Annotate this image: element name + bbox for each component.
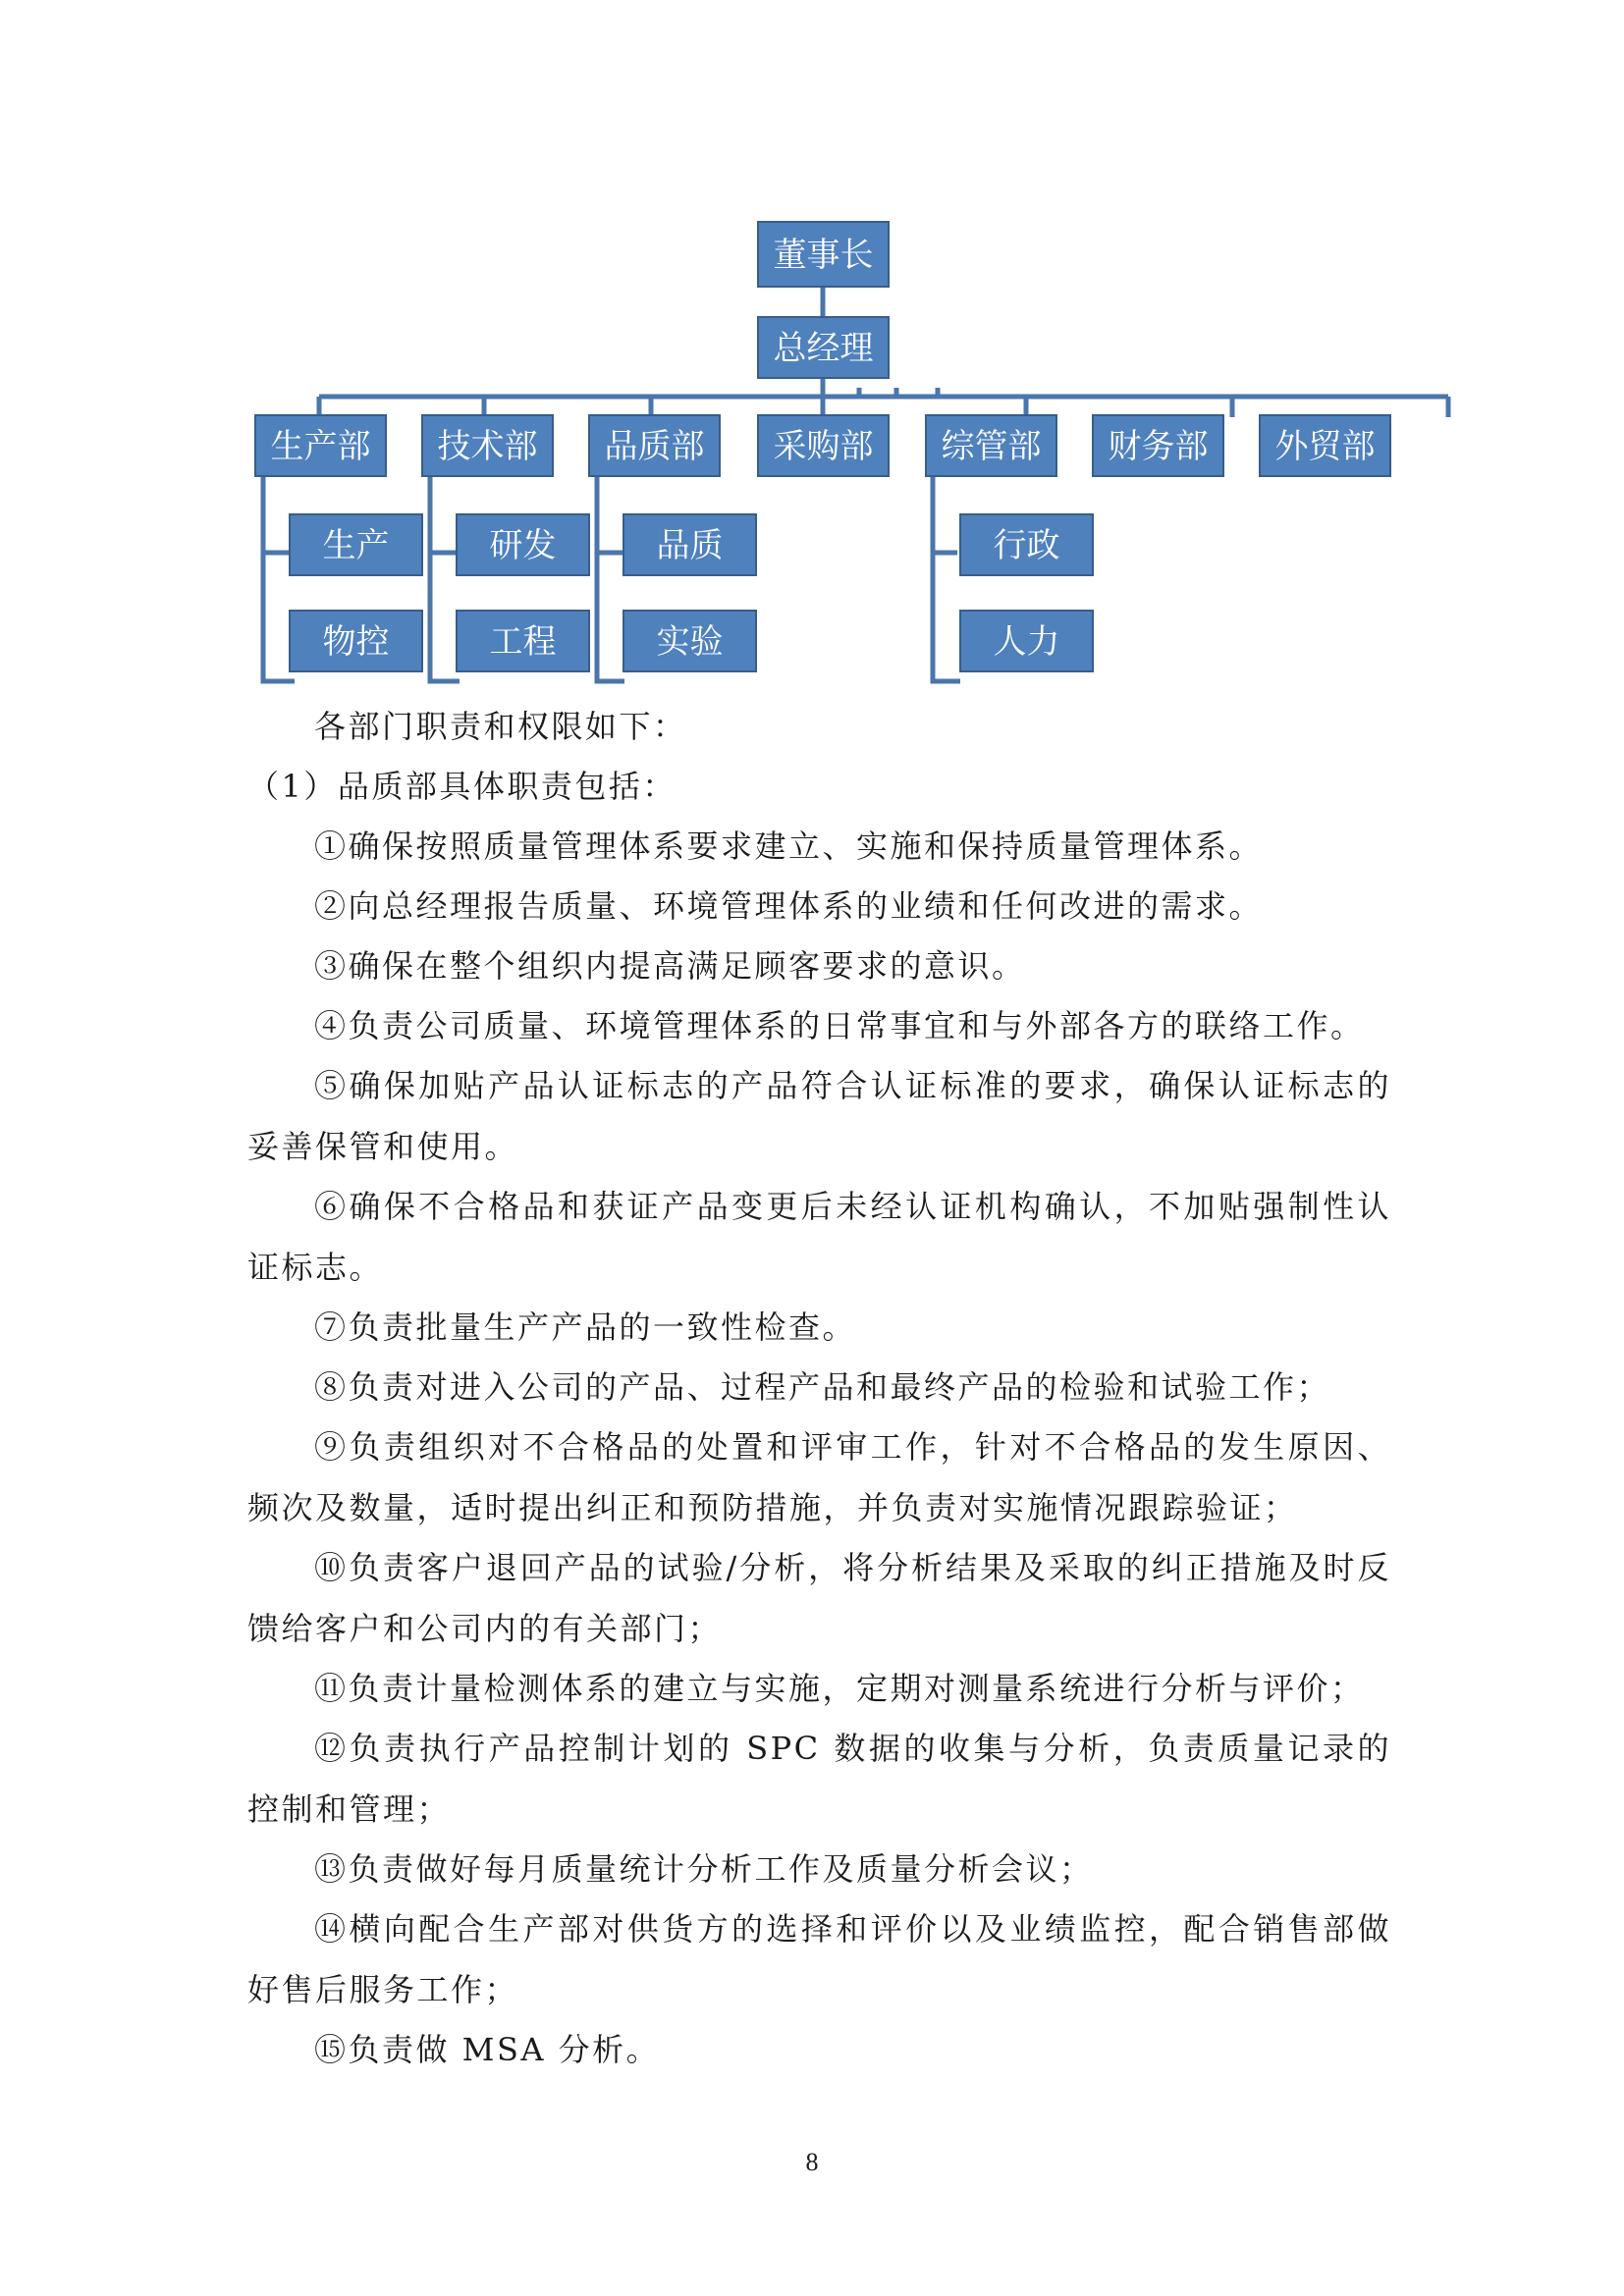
subunit-label: 人力 [993, 622, 1060, 662]
list-item: ⑦负责批量生产产品的一致性检查。 [314, 1308, 857, 1346]
department-label: 外贸部 [1274, 427, 1376, 466]
list-item: ⑮负责做 MSA 分析。 [314, 2031, 661, 2068]
subunit-label: 行政 [993, 526, 1060, 565]
list-item: ⑨负责组织对不合格品的处置和评审工作，针对不合格品的发生原因、频次及数量，适时提出纠正和预防措施，并负责对实施情况跟踪验证； [247, 1428, 1391, 1526]
list-item: ⑪负责计量检测体系的建立与实施，定期对测量系统进行分析与评价； [314, 1670, 1365, 1707]
department-label: 财务部 [1108, 427, 1209, 466]
subunit-label: 物控 [322, 622, 390, 662]
department-label: 品质部 [604, 427, 705, 466]
list-item: ⑬负责做好每月质量统计分析工作及质量分析会议； [314, 1850, 1094, 1888]
department-label: 生产部 [270, 427, 371, 466]
list-item: ⑭横向配合生产部对供货方的选择和评价以及业绩监控，配合销售部做好售后服务工作； [247, 1910, 1391, 2008]
list-item: ③确保在整个组织内提高满足顾客要求的意识。 [314, 947, 1026, 985]
subunit-label: 生产 [322, 526, 390, 565]
list-item: ④负责公司质量、环境管理体系的日常事宜和与外部各方的联络工作。 [314, 1007, 1365, 1044]
list-item: ②向总经理报告质量、环境管理体系的业绩和任何改进的需求。 [314, 887, 1264, 925]
chairman-label: 董事长 [773, 236, 874, 275]
list-item: ⑩负责客户退回产品的试验/分析，将分析结果及采取的纠正措施及时反馈给客户和公司内的有关部门； [247, 1549, 1391, 1647]
list-item: ⑧负责对进入公司的产品、过程产品和最终产品的检验和试验工作； [314, 1368, 1331, 1406]
subunit-label: 工程 [489, 622, 557, 662]
subunit-label: 实验 [656, 622, 724, 662]
subunit-label: 品质 [656, 526, 724, 565]
list-item: ①确保按照质量管理体系要求建立、实施和保持质量管理体系。 [314, 828, 1264, 865]
section-heading: （1）品质部具体职责包括： [247, 768, 677, 805]
general-manager-label: 总经理 [773, 329, 874, 368]
subunit-label: 研发 [489, 526, 557, 565]
list-item: ⑤确保加贴产品认证标志的产品符合认证标准的要求，确保认证标志的妥善保管和使用。 [247, 1067, 1391, 1165]
list-item: ⑥确保不合格品和获证产品变更后未经认证机构确认，不加贴强制性认证标志。 [247, 1188, 1391, 1286]
page-number: 8 [805, 2148, 819, 2176]
intro-text: 各部门职责和权限如下： [314, 708, 687, 745]
department-label: 采购部 [773, 427, 874, 466]
list-item: ⑫负责执行产品控制计划的 SPC 数据的收集与分析，负责质量记录的控制和管理； [247, 1730, 1391, 1828]
department-label: 技术部 [437, 427, 538, 466]
org-chart [0, 0, 1624, 707]
department-label: 综管部 [941, 427, 1042, 466]
